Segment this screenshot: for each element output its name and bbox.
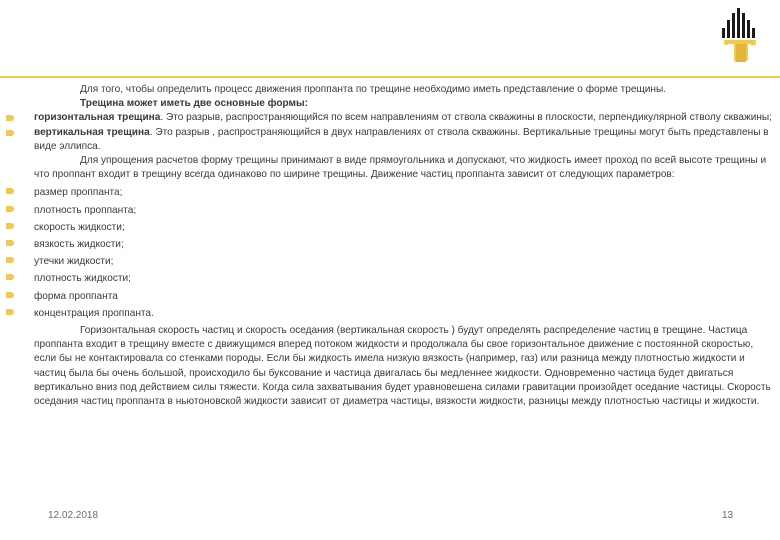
vertical-description: . Это разрыв , распространяющийся в двух направлениях от ствола скважины. Вертикальные трещины могут быть представлены в виде эллипса. xyxy=(34,126,769,152)
list-item: плотность проппанта; xyxy=(34,202,774,219)
header-divider xyxy=(0,76,780,78)
parameters-list xyxy=(34,184,774,322)
list-item: форма проппанта xyxy=(34,288,774,305)
simplification-paragraph: Для упрощения расчетов форму трещины принимают в виде прямоугольника и допускают, что жидкость имеет проход по всей высоте трещины и что проппант входит в трещину всегда одинаково по ширине трещины. Движение частиц проппанта зависит от следующих параметров: xyxy=(34,155,767,181)
rosneft-logo-icon xyxy=(718,8,762,66)
horizontal-term: горизонтальная трещина xyxy=(34,112,161,124)
list-item: плотность жидкости; xyxy=(34,270,774,287)
intro-paragraph: Для того, чтобы определить процесс движения проппанта по трещине необходимо иметь представление о форме трещины. xyxy=(80,84,667,95)
list-item: скорость жидкости; xyxy=(34,219,774,236)
list-item-horizontal xyxy=(34,111,774,125)
conclusion-paragraph: Горизонтальная скорость частиц и скорость оседания (вертикальная скорость ) будут определять распределение частиц в трещине. Частица проппанта входит в трещину вместе с движущимся вперед потоком жидкости и продолжала бы свое горизонтальное движение с постоянной скоростью, если бы не контактировала со стенками породы. Если бы жидкость имела низкую вязкость (например, газ) или разница между плотностью жидкости и частиц была бы очень большой, происходило бы буксование и частица двигалась бы медленнее жидкости. Одновременно частица будет двигаться вертикально вниз под действием силы тяжести. Когда сила захватывания будет уравновешена силами гравитации произойдет оседание частицы. Скорость оседания частиц проппанта в ньютоновской жидкости зависит от диаметра частицы, вязкости жидкости, разницы между плотностью частицы и жидкости. xyxy=(34,325,771,408)
list-item: утечки жидкости; xyxy=(34,253,774,270)
horizontal-description: . Это разрыв, распространяющийся по всем направлениям от ствола скважины в плоскости, перпендикулярной стволу скважины; xyxy=(160,112,772,124)
list-item: вязкость жидкости; xyxy=(34,236,774,253)
vertical-term: вертикальная трещина xyxy=(34,126,150,138)
list-item: концентрация проппанта. xyxy=(34,305,774,322)
list-item-vertical xyxy=(34,126,774,154)
list-item: размер проппанта; xyxy=(34,184,774,201)
forms-heading: Трещина может иметь две основные формы: xyxy=(80,98,309,110)
slide-body xyxy=(34,83,774,409)
page-number: 13 xyxy=(722,510,734,521)
footer-date: 12.02.2018 xyxy=(48,510,99,521)
